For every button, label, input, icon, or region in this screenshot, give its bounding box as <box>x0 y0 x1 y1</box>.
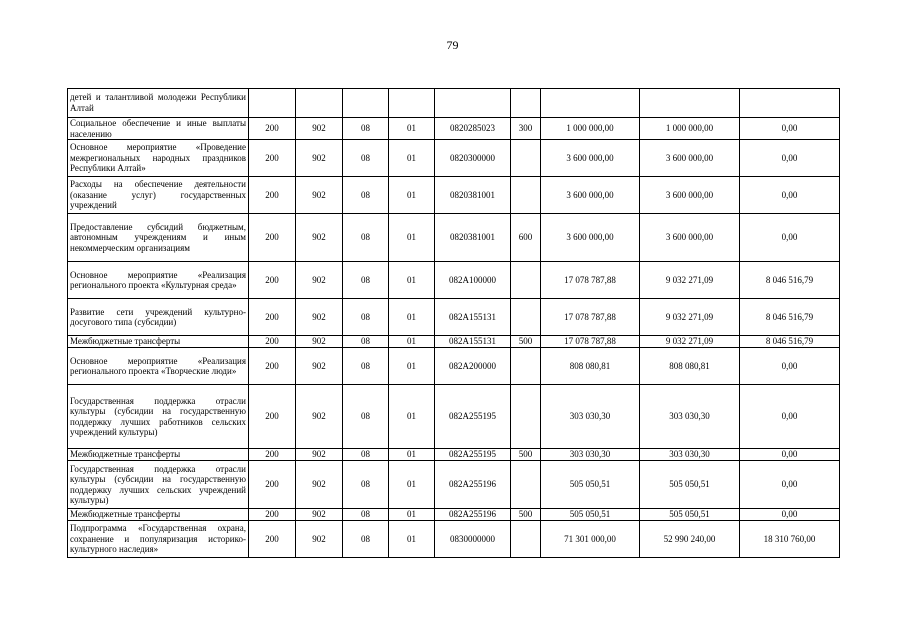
target-article-cell: 0820300000 <box>435 140 511 177</box>
expense-type-cell <box>511 521 541 558</box>
admin-code-cell: 200 <box>249 348 296 385</box>
table-row <box>68 177 840 214</box>
subsection-cell: 01 <box>389 299 435 336</box>
ministry-code-cell: 902 <box>296 348 343 385</box>
section-cell: 08 <box>343 118 389 140</box>
amount-year1-cell: 303 030,30 <box>640 385 740 449</box>
table-row <box>68 299 840 336</box>
admin-code-cell: 200 <box>249 461 296 509</box>
table-row <box>68 509 840 521</box>
target-article-cell: 082A155131 <box>435 336 511 348</box>
ministry-code-cell: 902 <box>296 385 343 449</box>
ministry-code-cell: 902 <box>296 140 343 177</box>
ministry-code-cell: 902 <box>296 262 343 299</box>
row-name-cell: Межбюджетные трансферты <box>68 449 249 461</box>
amount-year2-cell: 0,00 <box>740 449 840 461</box>
page-number: 79 <box>446 38 459 52</box>
ministry-code-cell: 902 <box>296 449 343 461</box>
table-row <box>68 521 840 558</box>
section-cell: 08 <box>343 214 389 262</box>
section-cell: 08 <box>343 449 389 461</box>
target-article-cell: 0830000000 <box>435 521 511 558</box>
expense-type-cell: 500 <box>511 509 541 521</box>
amount-year1-cell: 505 050,51 <box>640 461 740 509</box>
amount-total-cell: 505 050,51 <box>541 509 640 521</box>
subsection-cell: 01 <box>389 262 435 299</box>
amount-year1-cell: 9 032 271,09 <box>640 336 740 348</box>
admin-code-cell <box>249 89 296 118</box>
target-article-cell <box>435 89 511 118</box>
amount-year2-cell: 18 310 760,00 <box>740 521 840 558</box>
amount-total-cell: 3 600 000,00 <box>541 214 640 262</box>
ministry-code-cell <box>296 89 343 118</box>
expense-type-cell <box>511 348 541 385</box>
amount-total-cell: 1 000 000,00 <box>541 118 640 140</box>
row-name-cell: Государственная поддержка отрасли культуры (субсидии на государственную поддержку лучших сельских учреждений культуры) <box>68 461 249 509</box>
target-article-cell: 082A255196 <box>435 461 511 509</box>
row-name-cell: Межбюджетные трансферты <box>68 336 249 348</box>
section-cell: 08 <box>343 461 389 509</box>
admin-code-cell: 200 <box>249 521 296 558</box>
subsection-cell: 01 <box>389 336 435 348</box>
expense-type-cell <box>511 461 541 509</box>
ministry-code-cell: 902 <box>296 336 343 348</box>
target-article-cell: 082A255196 <box>435 509 511 521</box>
amount-year1-cell: 3 600 000,00 <box>640 177 740 214</box>
amount-year2-cell: 8 046 516,79 <box>740 336 840 348</box>
expense-type-cell <box>511 385 541 449</box>
amount-total-cell: 3 600 000,00 <box>541 140 640 177</box>
table-row <box>68 336 840 348</box>
row-name-cell: Основное мероприятие «Проведение межрегиональных народных праздников Республики Алтай» <box>68 140 249 177</box>
subsection-cell <box>389 89 435 118</box>
section-cell: 08 <box>343 385 389 449</box>
target-article-cell: 082A255195 <box>435 385 511 449</box>
row-name-cell: Предоставление субсидий бюджетным, автономным учреждениям и иным некоммерческим организациям <box>68 214 249 262</box>
ministry-code-cell: 902 <box>296 299 343 336</box>
ministry-code-cell: 902 <box>296 461 343 509</box>
row-name-cell: Межбюджетные трансферты <box>68 509 249 521</box>
amount-total-cell: 17 078 787,88 <box>541 262 640 299</box>
section-cell <box>343 89 389 118</box>
expense-type-cell <box>511 262 541 299</box>
amount-year2-cell: 0,00 <box>740 214 840 262</box>
target-article-cell: 082A200000 <box>435 348 511 385</box>
row-name-cell: Подпрограмма «Государственная охрана, сохранение и популяризация историко-культурного наследия» <box>68 521 249 558</box>
admin-code-cell: 200 <box>249 262 296 299</box>
amount-year2-cell: 0,00 <box>740 461 840 509</box>
admin-code-cell: 200 <box>249 449 296 461</box>
target-article-cell: 0820285023 <box>435 118 511 140</box>
admin-code-cell: 200 <box>249 118 296 140</box>
table-row <box>68 385 840 449</box>
row-name-cell: детей и талантливой молодежи Республики Алтай <box>68 89 249 118</box>
ministry-code-cell: 902 <box>296 177 343 214</box>
subsection-cell: 01 <box>389 118 435 140</box>
section-cell: 08 <box>343 509 389 521</box>
row-name-cell: Социальное обеспечение и иные выплаты населению <box>68 118 249 140</box>
amount-year2-cell: 8 046 516,79 <box>740 262 840 299</box>
table-row <box>68 89 840 118</box>
section-cell: 08 <box>343 262 389 299</box>
amount-year2-cell: 0,00 <box>740 509 840 521</box>
section-cell: 08 <box>343 336 389 348</box>
amount-year1-cell: 9 032 271,09 <box>640 299 740 336</box>
subsection-cell: 01 <box>389 449 435 461</box>
table-row <box>68 140 840 177</box>
table-row <box>68 118 840 140</box>
subsection-cell: 01 <box>389 509 435 521</box>
row-name-cell: Государственная поддержка отрасли культуры (субсидии на государственную поддержку лучших работников сельских учреждений культуры) <box>68 385 249 449</box>
expense-type-cell <box>511 299 541 336</box>
admin-code-cell: 200 <box>249 509 296 521</box>
amount-year1-cell: 3 600 000,00 <box>640 214 740 262</box>
target-article-cell: 082A100000 <box>435 262 511 299</box>
amount-year2-cell: 0,00 <box>740 385 840 449</box>
admin-code-cell: 200 <box>249 385 296 449</box>
amount-total-cell <box>541 89 640 118</box>
subsection-cell: 01 <box>389 521 435 558</box>
amount-year1-cell <box>640 89 740 118</box>
expense-type-cell: 300 <box>511 118 541 140</box>
expense-type-cell: 600 <box>511 214 541 262</box>
amount-total-cell: 808 080,81 <box>541 348 640 385</box>
amount-total-cell: 303 030,30 <box>541 385 640 449</box>
subsection-cell: 01 <box>389 177 435 214</box>
table-row <box>68 262 840 299</box>
amount-total-cell: 17 078 787,88 <box>541 299 640 336</box>
expense-type-cell <box>511 140 541 177</box>
amount-year2-cell: 0,00 <box>740 177 840 214</box>
amount-year1-cell: 3 600 000,00 <box>640 140 740 177</box>
admin-code-cell: 200 <box>249 336 296 348</box>
subsection-cell: 01 <box>389 214 435 262</box>
expense-type-cell: 500 <box>511 336 541 348</box>
table-row <box>68 449 840 461</box>
expense-type-cell: 500 <box>511 449 541 461</box>
section-cell: 08 <box>343 521 389 558</box>
row-name-cell: Развитие сети учреждений культурно-досугового типа (субсидии) <box>68 299 249 336</box>
ministry-code-cell: 902 <box>296 118 343 140</box>
target-article-cell: 0820381001 <box>435 177 511 214</box>
row-name-cell: Расходы на обеспечение деятельности (оказание услуг) государственных учреждений <box>68 177 249 214</box>
expense-type-cell <box>511 89 541 118</box>
subsection-cell: 01 <box>389 140 435 177</box>
admin-code-cell: 200 <box>249 214 296 262</box>
row-name-cell: Основное мероприятие «Реализация регионального проекта «Творческие люди» <box>68 348 249 385</box>
section-cell: 08 <box>343 140 389 177</box>
amount-total-cell: 71 301 000,00 <box>541 521 640 558</box>
section-cell: 08 <box>343 299 389 336</box>
admin-code-cell: 200 <box>249 140 296 177</box>
expense-type-cell <box>511 177 541 214</box>
amount-year1-cell: 52 990 240,00 <box>640 521 740 558</box>
section-cell: 08 <box>343 348 389 385</box>
amount-year1-cell: 808 080,81 <box>640 348 740 385</box>
amount-year1-cell: 9 032 271,09 <box>640 262 740 299</box>
amount-year1-cell: 505 050,51 <box>640 509 740 521</box>
admin-code-cell: 200 <box>249 299 296 336</box>
ministry-code-cell: 902 <box>296 521 343 558</box>
subsection-cell: 01 <box>389 461 435 509</box>
subsection-cell: 01 <box>389 385 435 449</box>
row-name-cell: Основное мероприятие «Реализация регионального проекта «Культурная среда» <box>68 262 249 299</box>
amount-year1-cell: 303 030,30 <box>640 449 740 461</box>
amount-year2-cell: 8 046 516,79 <box>740 299 840 336</box>
subsection-cell: 01 <box>389 348 435 385</box>
table-row <box>68 214 840 262</box>
amount-year2-cell: 0,00 <box>740 118 840 140</box>
target-article-cell: 082A255195 <box>435 449 511 461</box>
amount-year2-cell <box>740 89 840 118</box>
amount-total-cell: 303 030,30 <box>541 449 640 461</box>
budget-table <box>67 88 840 558</box>
table-row <box>68 348 840 385</box>
amount-year2-cell: 0,00 <box>740 140 840 177</box>
target-article-cell: 0820381001 <box>435 214 511 262</box>
amount-total-cell: 17 078 787,88 <box>541 336 640 348</box>
admin-code-cell: 200 <box>249 177 296 214</box>
ministry-code-cell: 902 <box>296 509 343 521</box>
ministry-code-cell: 902 <box>296 214 343 262</box>
amount-year1-cell: 1 000 000,00 <box>640 118 740 140</box>
amount-total-cell: 3 600 000,00 <box>541 177 640 214</box>
amount-total-cell: 505 050,51 <box>541 461 640 509</box>
table-row <box>68 461 840 509</box>
section-cell: 08 <box>343 177 389 214</box>
amount-year2-cell: 0,00 <box>740 348 840 385</box>
target-article-cell: 082A155131 <box>435 299 511 336</box>
